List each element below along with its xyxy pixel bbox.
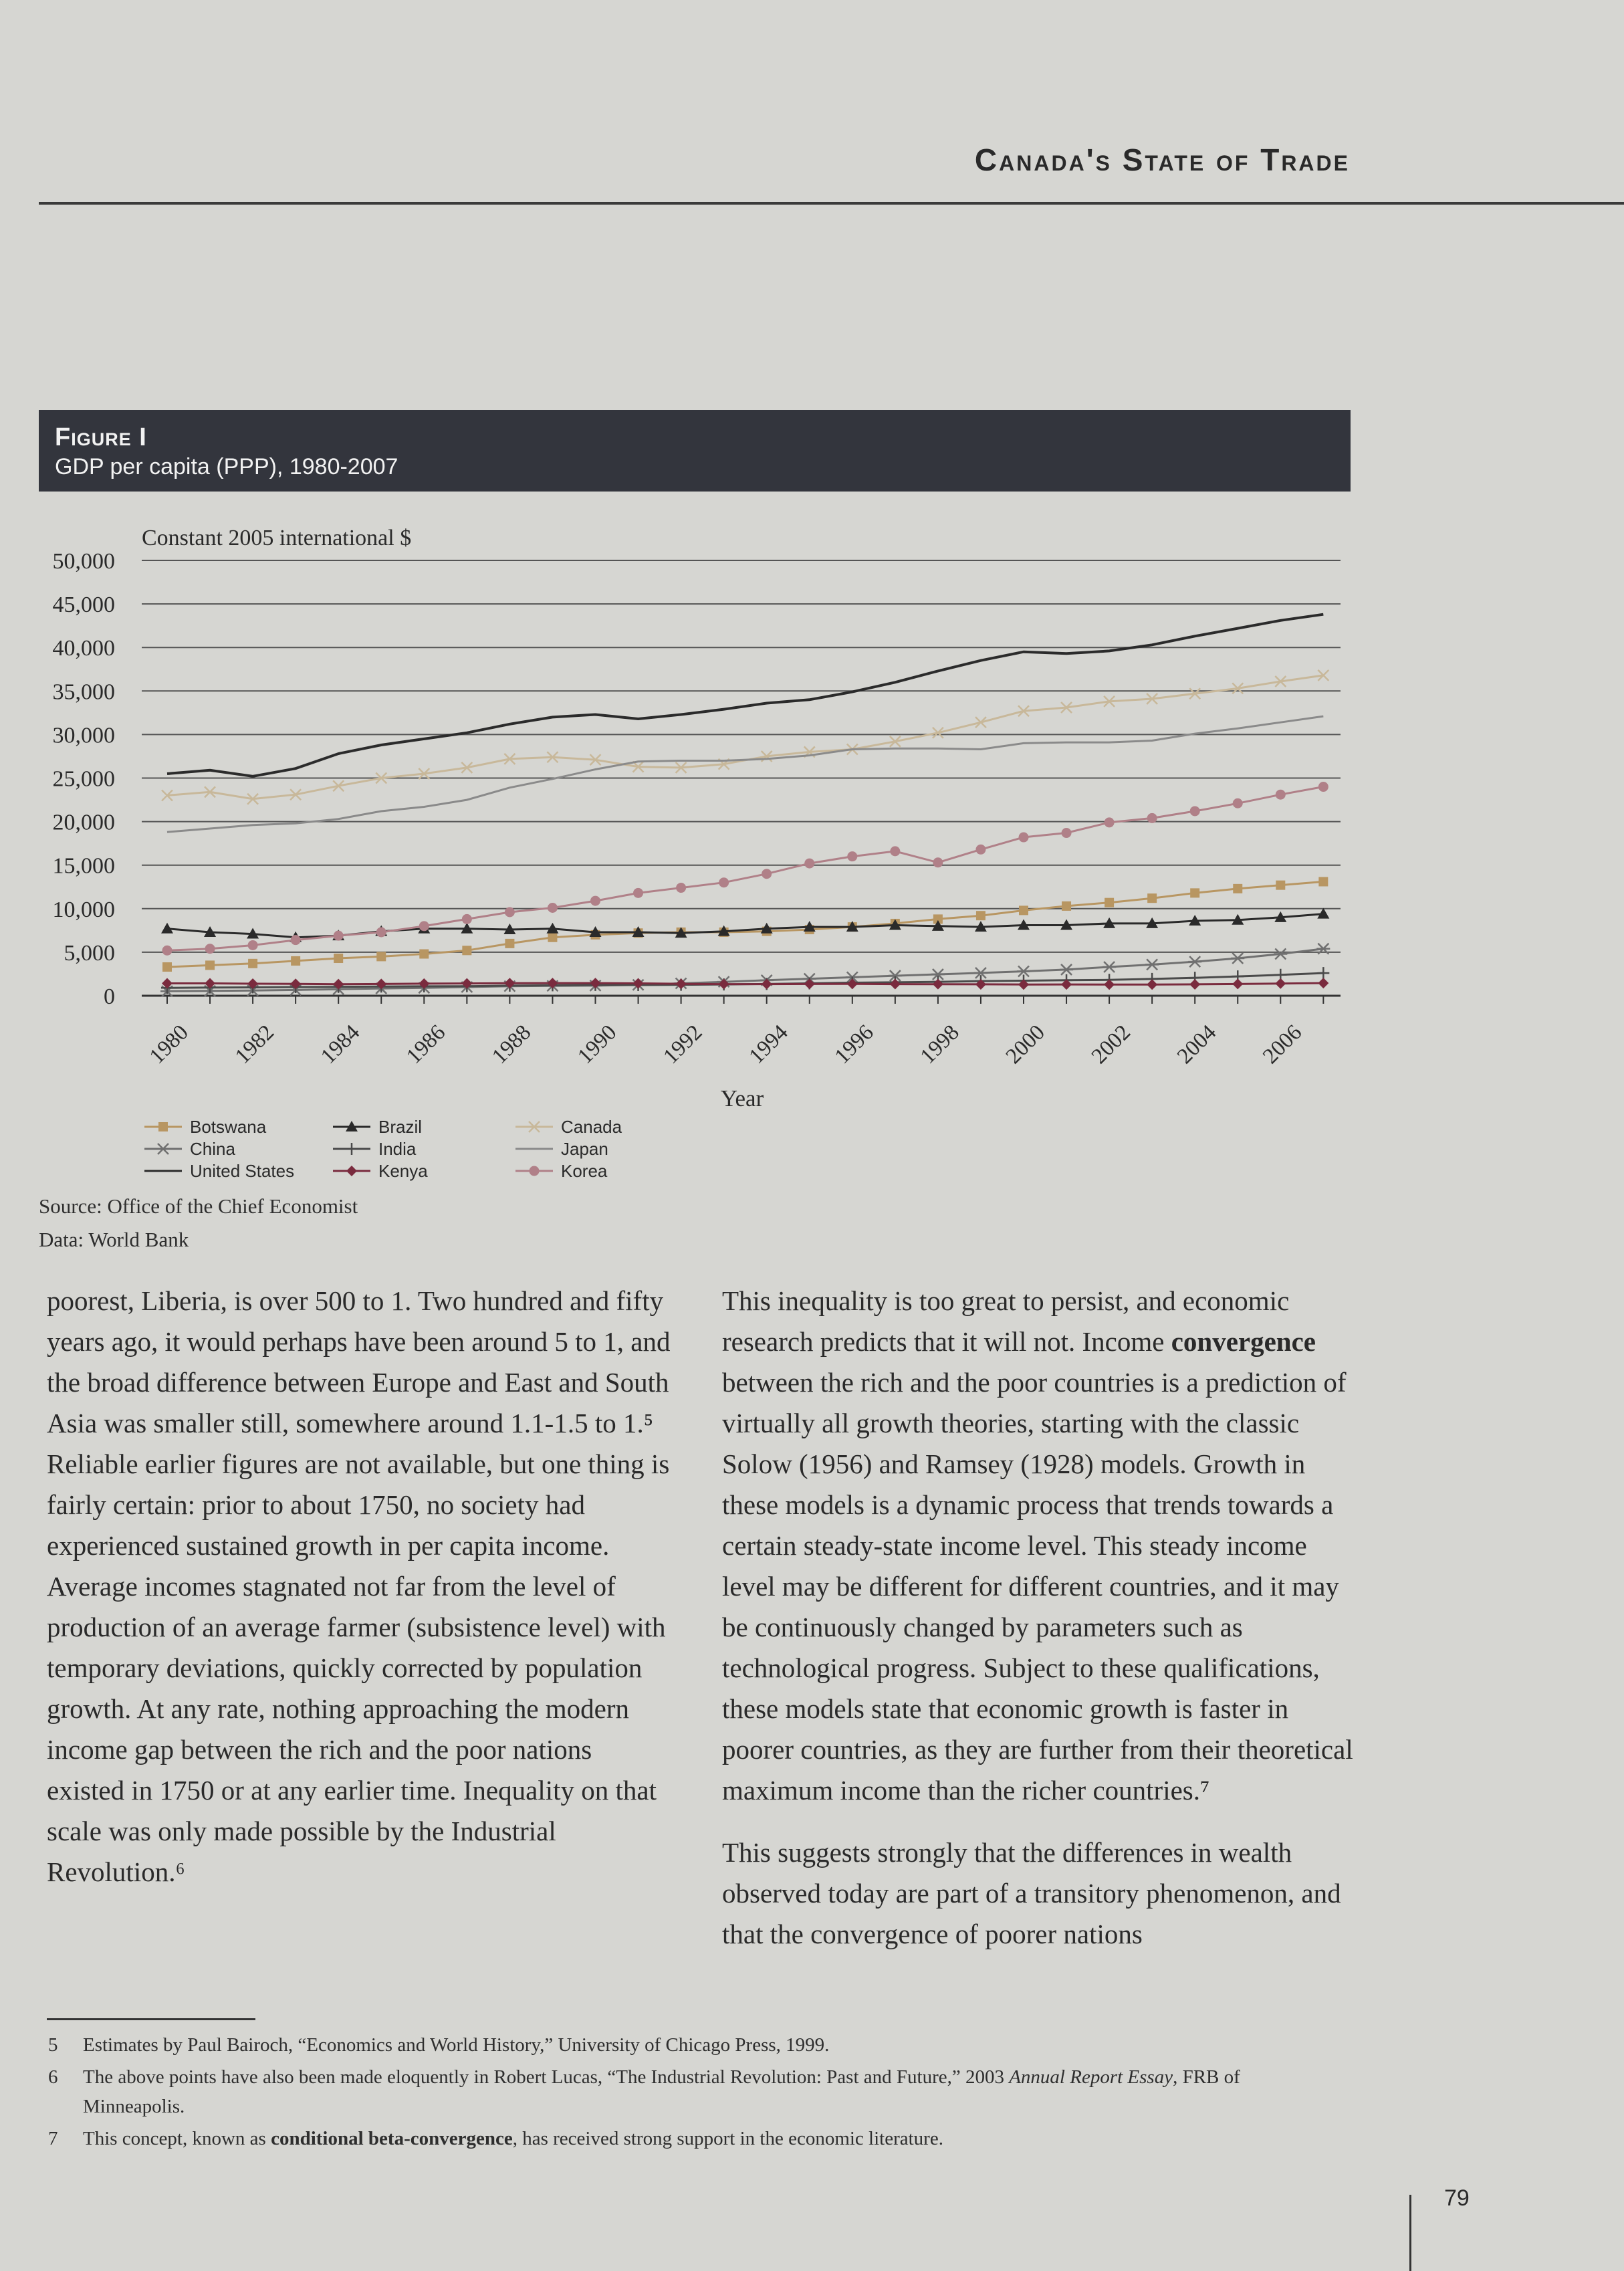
data-point-korea [376, 927, 386, 937]
data-point-kenya [1318, 978, 1328, 988]
x-tick-label: 1982 [230, 1020, 279, 1069]
data-point-china [1274, 949, 1287, 960]
x-tick-label: 1980 [144, 1020, 193, 1069]
running-head: Canada's State of Trade [974, 142, 1350, 177]
data-point-korea [334, 931, 344, 941]
data-point-korea [762, 869, 772, 879]
figure-label: Figure I [55, 423, 147, 451]
data-point-korea [933, 857, 943, 867]
x-tick-label: 2000 [1001, 1020, 1050, 1069]
footnote-7: 7 This concept, known as conditional beta-convergence, has received strong support in the economic literature. [48, 2128, 943, 2149]
figure-title: GDP per capita (PPP), 1980-2007 [55, 454, 398, 479]
legend-label-kenya: Kenya [378, 1161, 428, 1181]
data-point-korea [1019, 833, 1029, 843]
y-tick-label: 25,000 [52, 766, 115, 792]
legend-label-india: India [378, 1139, 417, 1159]
x-tick-label: 2002 [1086, 1020, 1136, 1069]
data-point-botswana [334, 954, 343, 963]
x-tick-label: 1998 [915, 1020, 964, 1069]
y-tick-label: 15,000 [52, 853, 115, 879]
x-tick-label: 1996 [830, 1020, 879, 1069]
footnote-5: 5 Estimates by Paul Bairoch, “Economics and World History,” University of Chicago Press, 1999. [48, 2034, 830, 2056]
data-point-kenya [719, 979, 729, 990]
footnote-rule [47, 2018, 255, 2020]
data-point-botswana [205, 960, 215, 970]
data-point-korea [719, 877, 729, 887]
data-point-korea [890, 846, 900, 856]
header-rule [39, 202, 1624, 205]
footnotes [48, 2030, 1332, 2156]
data-point-botswana [1147, 893, 1157, 903]
gdp-line-chart [0, 495, 1624, 1204]
data-point-kenya [633, 978, 644, 989]
y-tick-label: 40,000 [52, 636, 115, 661]
legend-label-china: China [190, 1139, 235, 1159]
data-point-china [1060, 964, 1073, 975]
data-point-botswana [462, 946, 471, 955]
x-tick-label: 2004 [1173, 1020, 1222, 1069]
data-point-botswana [976, 911, 985, 920]
legend-marker-china [156, 1144, 170, 1154]
x-tick-label: 1986 [402, 1020, 451, 1069]
series-line-united-states [167, 615, 1323, 776]
page-number: 79 [1444, 2185, 1470, 2211]
data-point-botswana [1105, 898, 1114, 907]
data-point-botswana [376, 952, 386, 961]
data-point-korea [1062, 828, 1072, 838]
page-number-rule [1409, 2195, 1411, 2271]
y-tick-label: 50,000 [52, 549, 115, 574]
data-point-korea [1276, 790, 1286, 800]
body-column-right [722, 1281, 1364, 1976]
data-point-korea [1147, 813, 1157, 823]
data-point-botswana [248, 959, 257, 968]
x-tick-label: 1990 [573, 1020, 622, 1069]
body-column-left [47, 1281, 672, 1914]
data-point-kenya [933, 979, 943, 990]
y-axis-label: Constant 2005 international $ [142, 526, 412, 550]
data-point-kenya [1275, 978, 1286, 989]
data-point-korea [1318, 782, 1328, 792]
data-point-korea [291, 935, 301, 945]
x-axis-label: Year [720, 1085, 764, 1111]
y-tick-label: 35,000 [52, 679, 115, 705]
data-point-korea [548, 903, 558, 913]
data-point-china [1188, 956, 1201, 967]
y-tick-label: 5,000 [64, 940, 115, 966]
data-point-kenya [1232, 978, 1243, 989]
legend-marker-korea [530, 1166, 540, 1176]
paragraph: This suggests strongly that the differences in wealth observed today are part of a transitory phenomenon, and that the convergence of poorer nations [722, 1837, 1341, 1949]
data-point-botswana [1190, 888, 1199, 897]
y-tick-label: 20,000 [52, 810, 115, 835]
data-point-kenya [1147, 979, 1157, 990]
data-point-india [1317, 967, 1329, 979]
legend-label-japan: Japan [561, 1139, 608, 1159]
legend-label-botswana: Botswana [190, 1117, 267, 1137]
y-tick-label: 45,000 [52, 592, 115, 618]
data-point-korea [847, 851, 857, 861]
data-point-china [1231, 953, 1244, 964]
data-point-korea [590, 896, 600, 906]
data-point-botswana [1019, 905, 1028, 915]
legend-marker-india [346, 1143, 358, 1155]
data-point-korea [462, 914, 472, 924]
data-point-botswana [291, 956, 300, 966]
legend-label-brazil: Brazil [378, 1117, 423, 1137]
data-point-korea [676, 883, 686, 893]
data-point-china [1103, 962, 1116, 972]
data-point-china [1145, 959, 1159, 970]
figure-banner [39, 410, 1351, 492]
y-tick-label: 30,000 [52, 723, 115, 748]
x-tick-label: 1988 [487, 1020, 536, 1069]
data-point-botswana [1062, 901, 1071, 911]
data-point-korea [804, 859, 814, 869]
data-point-korea [1233, 798, 1243, 808]
legend-marker-botswana [158, 1122, 168, 1131]
x-tick-label: 2006 [1258, 1020, 1307, 1069]
footnote-6: 6 The above points have also been made eloquently in Robert Lucas, “The Industrial Revolution: Past and Future,” 2003 Annual Report Essay, FRB of Minneapolis. [48, 2066, 1240, 2117]
data-point-botswana [1276, 881, 1285, 890]
data-point-korea [975, 845, 985, 855]
y-tick-label: 10,000 [52, 897, 115, 922]
data-point-korea [633, 888, 643, 898]
data-point-botswana [1318, 877, 1328, 886]
y-tick-label: 0 [104, 984, 115, 1009]
data-point-botswana [419, 950, 429, 959]
data-point-kenya [590, 978, 601, 988]
data-point-botswana [548, 933, 557, 942]
data-point-botswana [1233, 884, 1242, 893]
data-point-kenya [333, 979, 344, 990]
x-tick-label: 1992 [659, 1020, 707, 1069]
data-point-korea [1190, 806, 1200, 816]
legend-label-canada: Canada [561, 1117, 622, 1137]
figure-source: Source: Office of the Chief Economist [39, 1194, 358, 1218]
data-point-korea [205, 944, 215, 954]
data-point-korea [505, 907, 515, 917]
x-tick-label: 1994 [744, 1020, 793, 1069]
data-point-korea [248, 940, 258, 950]
data-point-korea [1105, 817, 1115, 827]
data-point-kenya [804, 978, 815, 989]
paragraph: This inequality is too great to persist, and economic research predicts that it will not. Income convergence between the rich and the poor countries is a prediction of virtually all growth theories, starting with the classic Solow (1956) and Ramsey (1928) models. Growth in these models is a dynamic process that trends towards a certain steady-state income level. This steady income level may be different for different countries, and it may be continuously changed by parameters such as technological progress. Subject to these qualifications, these models state that economic growth is faster in poorer countries, as they are further from their theoretical maximum income than the richer countries.⁷ [722, 1285, 1353, 1806]
data-point-korea [419, 921, 429, 931]
paragraph: poorest, Liberia, is over 500 to 1. Two hundred and fifty years ago, it would perhaps have been around 5 to 1, and the broad difference between Europe and East and South Asia was smaller still, somewhere around 1.1-1.5 to 1.⁵ Reliable earlier figures are not available, but one thing is fairly certain: prior to about 1750, no society had experienced sustained growth in per capita income. Average incomes stagnated not far from the level of production of an average farmer (subsistence level) with temporary deviations, quickly corrected by population growth. At any rate, nothing approaching the modern income gap between the rich and the poor nations existed in 1750 or at any earlier time. Inequality on that scale was only made possible by the Industrial Revolution.⁶ [47, 1285, 671, 1887]
x-tick-label: 1984 [316, 1020, 365, 1069]
data-point-korea [162, 946, 172, 956]
data-point-kenya [1189, 979, 1200, 990]
legend-label-korea: Korea [561, 1161, 608, 1181]
series-line-canada [167, 675, 1323, 799]
legend-label-united-states: United States [190, 1161, 295, 1181]
legend-marker-kenya [346, 1166, 357, 1176]
data-point-botswana [505, 939, 514, 948]
data-point-botswana [162, 962, 172, 972]
figure-data-credit: Data: World Bank [39, 1228, 189, 1251]
keyword-convergence: convergence [1171, 1326, 1316, 1357]
